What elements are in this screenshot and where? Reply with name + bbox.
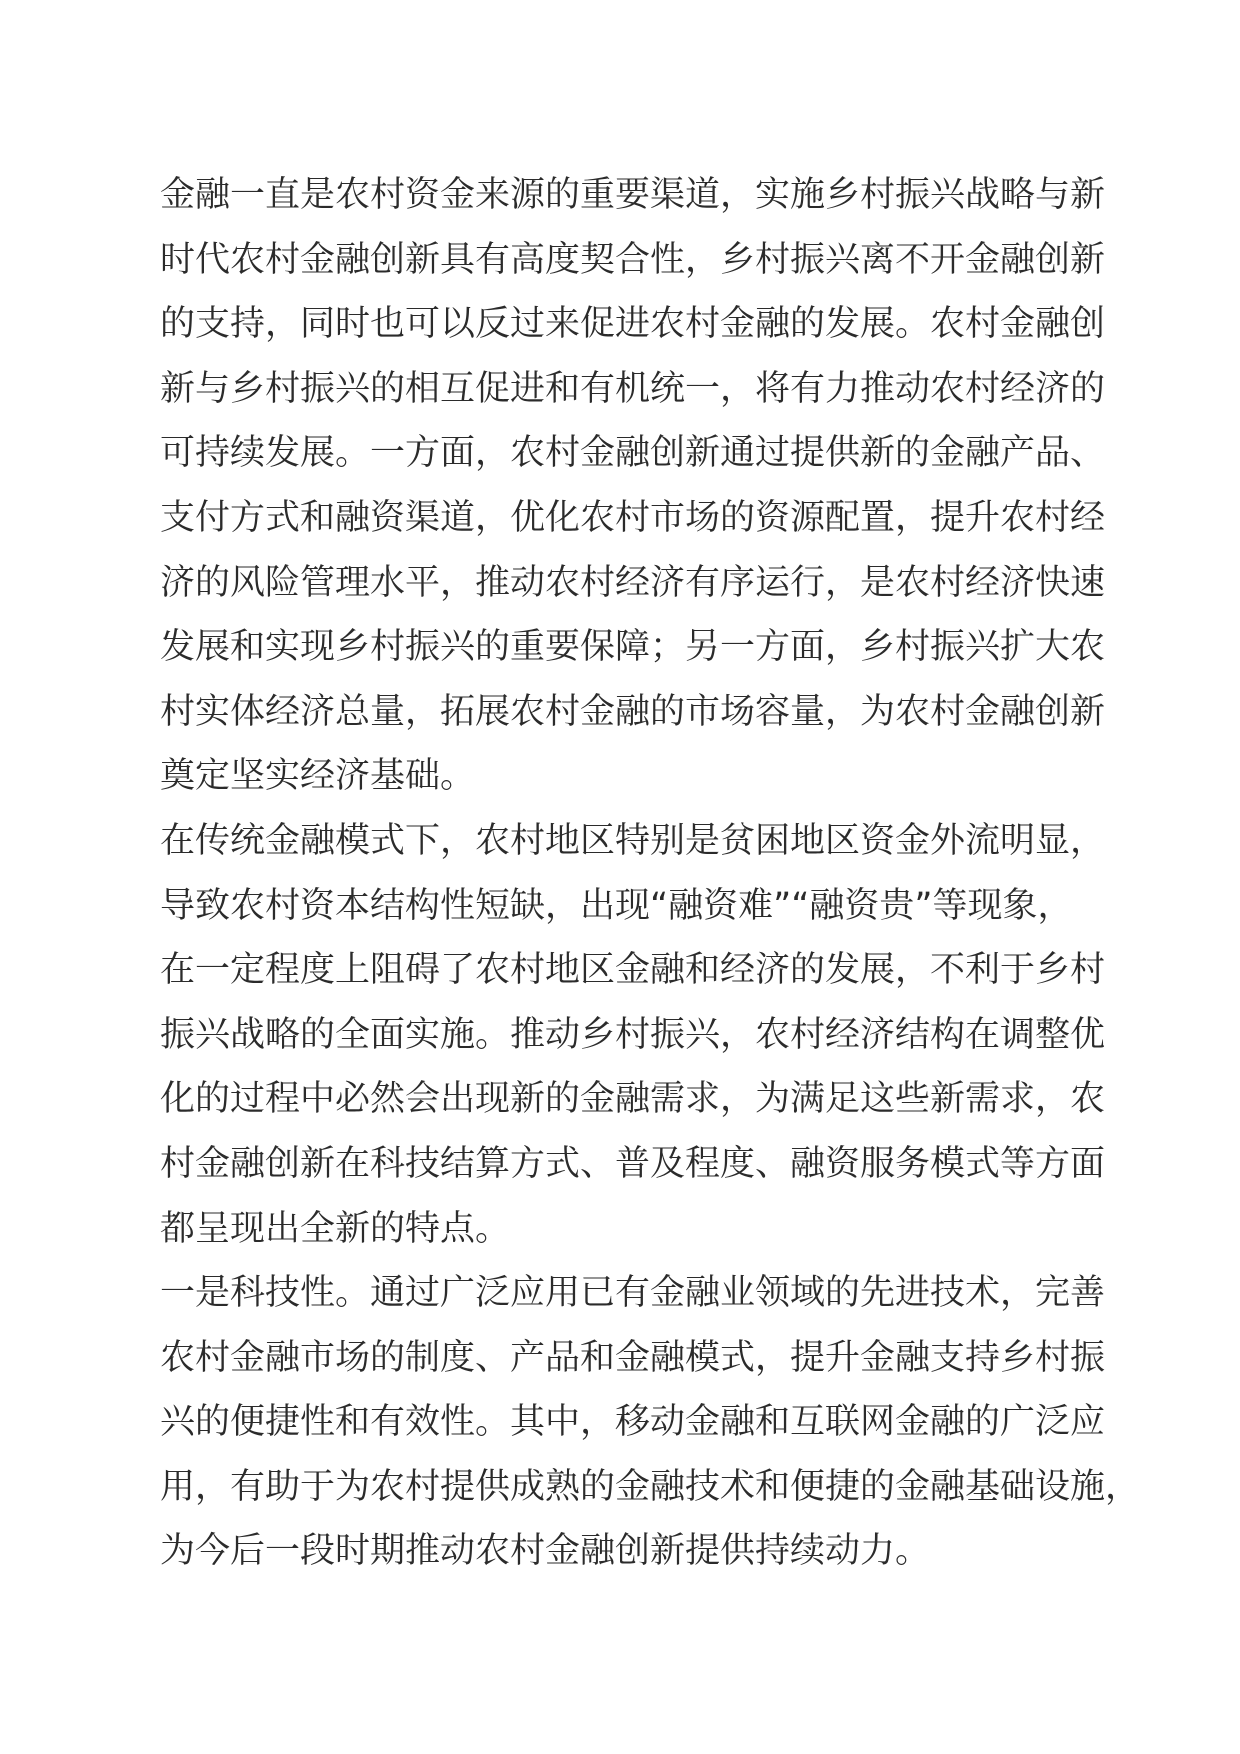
text-line: 导致农村资本结构性短缺，出现“融资难”“融资贵”等现象， [160,885,1073,926]
text-line: 在一定程度上阻碍了农村地区金融和经济的发展，不利于乡村 [160,950,1106,991]
text-line: 新与乡村振兴的相互促进和有机统一，将有力推动农村经济的 [160,368,1106,409]
text-line: 金融一直是农村资金来源的重要渠道，实施乡村振兴战略与新 [160,175,1106,215]
paragraph-traditional-finance-model [160,809,1120,1261]
text-line: 为今后一段时期推动农村金融创新提供持续动力。 [160,1531,931,1572]
text-line: 发展和实现乡村振兴的重要保障；另一方面，乡村振兴扩大农 [160,627,1106,668]
text-line: 的支持，同时也可以反过来促进农村金融的发展。农村金融创 [160,304,1106,345]
document-body [160,163,1141,1584]
paragraph-rural-finance-overview [160,163,1120,809]
text-line: 济的风险管理水平，推动农村经济有序运行，是农村经济快速 [160,562,1106,603]
text-line: 化的过程中必然会出现新的金融需求，为满足这些新需求，农 [160,1079,1106,1120]
text-line: 村金融创新在科技结算方式、普及程度、融资服务模式等方面 [160,1143,1106,1184]
text-line: 都呈现出全新的特点。 [160,1208,511,1249]
paragraph-technology-feature [160,1261,1141,1584]
text-line: 一是科技性。通过广泛应用已有金融业领域的先进技术，完善 [160,1273,1106,1314]
text-line: 兴的便捷性和有效性。其中，移动金融和互联网金融的广泛应 [160,1402,1106,1443]
text-line: 在传统金融模式下，农村地区特别是贫困地区资金外流明显， [160,820,1106,861]
text-line: 农村金融市场的制度、产品和金融模式，提升金融支持乡村振 [160,1337,1106,1378]
text-line: 时代农村金融创新具有高度契合性，乡村振兴离不开金融创新 [160,239,1106,280]
text-line: 奠定坚实经济基础。 [160,756,476,797]
text-line: 村实体经济总量，拓展农村金融的市场容量，为农村金融创新 [160,691,1106,732]
text-line: 可持续发展。一方面，农村金融创新通过提供新的金融产品、 [160,433,1106,474]
text-line: 用，有助于为农村提供成熟的金融技术和便捷的金融基础设施， [160,1466,1141,1507]
text-line: 振兴战略的全面实施。推动乡村振兴，农村经济结构在调整优 [160,1014,1106,1055]
text-line: 支付方式和融资渠道，优化农村市场的资源配置，提升农村经 [160,497,1106,538]
